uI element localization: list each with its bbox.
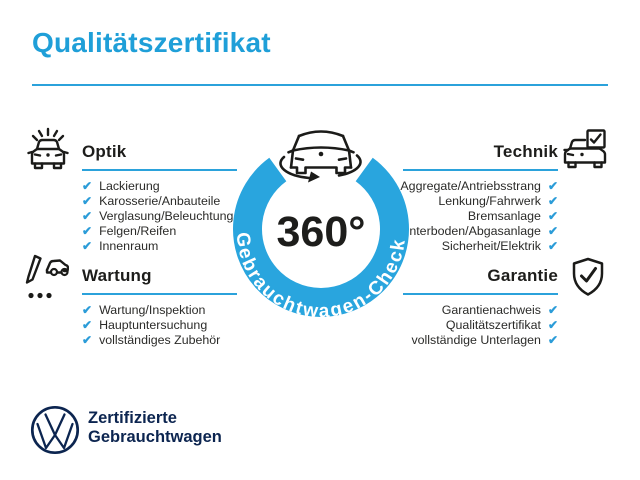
checklist-item	[378, 302, 558, 317]
checklist-item	[82, 332, 262, 347]
checklist-item	[378, 208, 558, 223]
vw-logo	[29, 404, 81, 456]
page-title: Qualitätszertifikat	[32, 27, 271, 58]
checklist	[378, 178, 558, 253]
section-heading: Technik	[493, 142, 558, 161]
checklist-label: Innenraum	[99, 238, 159, 253]
brand-wordmark	[88, 409, 222, 447]
section-heading: Wartung	[82, 266, 152, 285]
checklist-label: vollständige Unterlagen	[411, 332, 541, 347]
checklist-label: Karosserie/Anbauteile	[99, 193, 221, 208]
checklist-item	[378, 238, 558, 253]
checklist-label: Lackierung	[99, 178, 160, 193]
checklist-item	[378, 223, 558, 238]
check-icon: ✔	[547, 332, 558, 347]
section-heading: Garantie	[487, 266, 558, 285]
brand-line-1: Zertifizierte	[88, 409, 177, 427]
checklist-label: Garantienachweis	[441, 302, 541, 317]
check-icon: ✔	[547, 193, 558, 208]
checklist-label: Wartung/Inspektion	[99, 302, 206, 317]
checklist-label: Verglasung/Beleuchtung	[99, 208, 234, 223]
car-shine-icon	[26, 127, 70, 175]
checklist-item	[82, 193, 262, 208]
rotation-arrowhead	[308, 172, 320, 183]
section-garantie	[378, 266, 558, 347]
checklist	[378, 302, 558, 347]
service-note-icon	[23, 253, 69, 301]
check-icon: ✔	[547, 317, 558, 332]
check-icon: ✔	[547, 238, 558, 253]
check-icon: ✔	[82, 223, 93, 238]
checklist-item	[378, 317, 558, 332]
check-icon: ✔	[82, 238, 93, 253]
check-icon: ✔	[82, 332, 93, 347]
check-icon: ✔	[547, 208, 558, 223]
checklist-item	[82, 223, 262, 238]
checklist-item	[82, 208, 262, 223]
checklist-label: Sicherheit/Elektrik	[441, 238, 541, 253]
section-divider	[403, 169, 558, 171]
check-icon: ✔	[82, 178, 93, 193]
section-technik	[378, 142, 558, 253]
check-icon: ✔	[547, 302, 558, 317]
section-divider	[82, 293, 237, 295]
section-wartung	[82, 266, 262, 347]
checklist-item	[378, 178, 558, 193]
car-rotation-icon	[280, 132, 360, 179]
checklist-label: Lenkung/Fahrwerk	[438, 193, 541, 208]
degree-value: 360°	[276, 208, 366, 256]
section-divider	[403, 293, 558, 295]
check-icon: ✔	[82, 208, 93, 223]
checklist	[82, 178, 262, 253]
car-checkbox-icon	[562, 127, 608, 173]
checklist-item	[82, 178, 262, 193]
checklist-label: Qualitätszertifikat	[445, 317, 541, 332]
checklist-item	[82, 238, 262, 253]
shield-check-icon	[571, 257, 605, 297]
check-icon: ✔	[547, 223, 558, 238]
check-icon: ✔	[82, 193, 93, 208]
checklist-label: Unterboden/Abgasanlage	[400, 223, 541, 238]
checklist-label: Hauptuntersuchung	[99, 317, 208, 332]
checklist-label: Bremsanlage	[467, 208, 541, 223]
section-optik	[82, 142, 262, 253]
brand-line-2: Gebrauchtwagen	[88, 428, 222, 446]
checklist-item	[82, 302, 262, 317]
checklist-item	[82, 317, 262, 332]
checklist-label: Felgen/Reifen	[99, 223, 177, 238]
check-icon: ✔	[82, 317, 93, 332]
checklist-item	[378, 193, 558, 208]
section-divider	[82, 169, 237, 171]
section-heading: Optik	[82, 142, 127, 161]
check-icon: ✔	[82, 302, 93, 317]
checklist-item	[378, 332, 558, 347]
checklist-label: Aggregate/Antriebsstrang	[400, 178, 541, 193]
checklist-label: vollständiges Zubehör	[99, 332, 221, 347]
checklist	[82, 302, 262, 347]
ring-label: Gebrauchtwagen-Check	[231, 231, 410, 323]
title-divider	[32, 84, 608, 86]
ring	[247, 170, 394, 303]
check-icon: ✔	[547, 178, 558, 193]
